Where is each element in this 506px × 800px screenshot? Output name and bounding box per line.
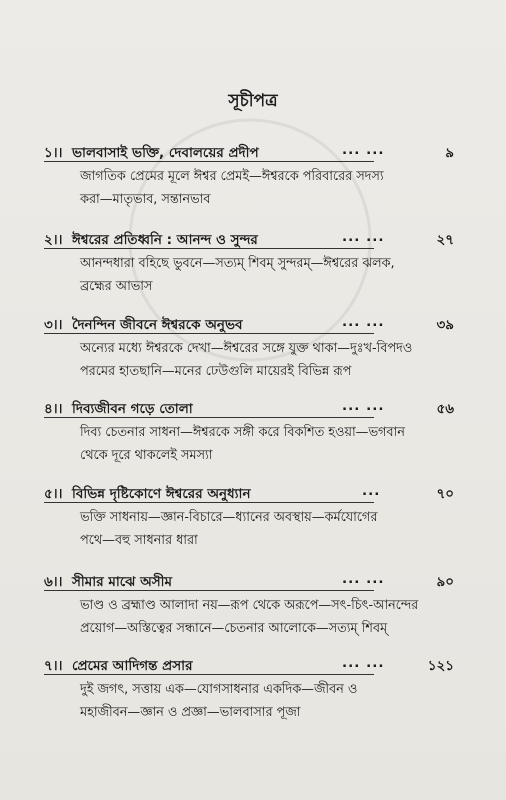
- chapter-title: বিভিন্ন দৃষ্টিকোণে ঈশ্বরের অনুধ্যান: [72, 486, 251, 502]
- description-line: দুই জগৎ, সত্তায় এক—যোগসাধনার একদিক—জীবন ও: [80, 682, 358, 697]
- chapter-number: ৬।।: [44, 574, 63, 590]
- description-line: অন্যের মধ্যে ঈশ্বরকে দেখা—ঈশ্বরের সঙ্গে যুক্ত থাকা—দুঃখ-বিপদও: [80, 341, 413, 356]
- description-line: পথে—বহু সাধনার ধারা: [80, 533, 198, 548]
- title-underline: [44, 502, 374, 503]
- title-underline: [44, 161, 374, 162]
- toc-entry: [44, 652, 464, 724]
- leader-dots: ... ...: [342, 655, 385, 671]
- title-underline: [44, 590, 374, 591]
- chapter-title: ভালবাসাই ভক্তি, দেবালয়ের প্রদীপ: [72, 145, 259, 161]
- description-line: ভক্তি সাধনায়—জ্ঞান-বিচারে—ধ্যানের অবস্থায়—কর্মযোগের: [80, 510, 378, 525]
- title-underline: [44, 248, 374, 249]
- chapter-description: [80, 337, 464, 383]
- toc-entry: [44, 568, 464, 640]
- chapter-title: দৈনন্দিন জীবনে ঈশ্বরকে অনুভব: [72, 317, 243, 333]
- leader-dots: ... ...: [342, 314, 385, 330]
- chapter-description: [80, 165, 464, 211]
- description-line: ব্রহ্মের আভাস: [80, 279, 153, 294]
- page-number: ৫৬: [436, 401, 454, 417]
- chapter-number: ২।।: [44, 232, 63, 248]
- chapter-number: ৭।।: [44, 658, 63, 674]
- chapter-title: প্রেমের আদিগন্ত প্রসার: [72, 658, 193, 674]
- chapter-description: [80, 421, 464, 467]
- leader-dots: ... ...: [342, 229, 385, 245]
- chapter-title: ঈশ্বরের প্রতিধ্বনি : আনন্দ ও সুন্দর: [72, 232, 258, 248]
- chapter-number: ১।।: [44, 145, 63, 161]
- toc-entry: [44, 480, 464, 552]
- chapter-number: ৪।।: [44, 401, 63, 417]
- leader-dots: ...: [362, 483, 381, 499]
- description-line: প্রয়োগ—অস্তিত্বের সন্ধানে—চেতনার আলোকে—সত্যম্ শিবম্: [80, 621, 388, 636]
- description-line: পরমের হাতছানি—মনের ঢেউগুলি মায়েরই বিভিন্ন রূপ: [80, 364, 352, 379]
- page-number: ৩৯: [436, 317, 454, 333]
- toc-entry: [44, 226, 464, 298]
- description-line: থেকে দূরে থাকলেই সমস্যা: [80, 448, 213, 463]
- description-line: মহাজীবন—জ্ঞান ও প্রজ্ঞা—ভালবাসার পূজা: [80, 705, 301, 720]
- page-number: ২৭: [436, 232, 454, 248]
- page-number: ৯: [445, 145, 454, 161]
- page-title: সূচীপত্র: [228, 91, 278, 111]
- toc-entry: [44, 395, 464, 467]
- page-number: ১২১: [427, 658, 454, 674]
- toc-entry: [44, 139, 464, 211]
- chapter-description: [80, 678, 464, 724]
- chapter-title: দিব্যজীবন গড়ে তোলা: [72, 401, 193, 417]
- description-line: জাগতিক প্রেমের মূলে ঈশ্বর প্রেমই—ঈশ্বরকে পরিবারের সদস্য: [80, 169, 384, 184]
- title-underline: [44, 333, 374, 334]
- title-underline: [44, 417, 374, 418]
- toc-entry: [44, 311, 464, 383]
- title-underline: [44, 674, 374, 675]
- chapter-number: ৫।।: [44, 486, 63, 502]
- chapter-description: [80, 594, 464, 640]
- chapter-description: [80, 506, 464, 552]
- leader-dots: ... ...: [342, 398, 385, 414]
- leader-dots: ... ...: [342, 571, 385, 587]
- page-number: ৯০: [436, 574, 454, 590]
- description-line: ভাণ্ড ও ব্রহ্মাণ্ড আলাদা নয়—রূপ থেকে অরূপে—সৎ-চিৎ-আনন্দের: [80, 598, 419, 613]
- description-line: করা—মাতৃভাব, সন্তানভাব: [80, 192, 211, 207]
- description-line: আনন্দধারা বহিছে ভুবনে—সত্যম্ শিবম্ সুন্দরম্—ঈশ্বরের ঝলক,: [80, 256, 395, 271]
- page-number: ৭০: [436, 486, 454, 502]
- leader-dots: ... ...: [342, 142, 385, 158]
- chapter-number: ৩।।: [44, 317, 63, 333]
- chapter-description: [80, 252, 464, 298]
- chapter-title: সীমার মাঝে অসীম: [72, 574, 173, 590]
- description-line: দিব্য চেতনার সাধনা—ঈশ্বরকে সঙ্গী করে বিকশিত হওয়া—ভগবান: [80, 425, 405, 440]
